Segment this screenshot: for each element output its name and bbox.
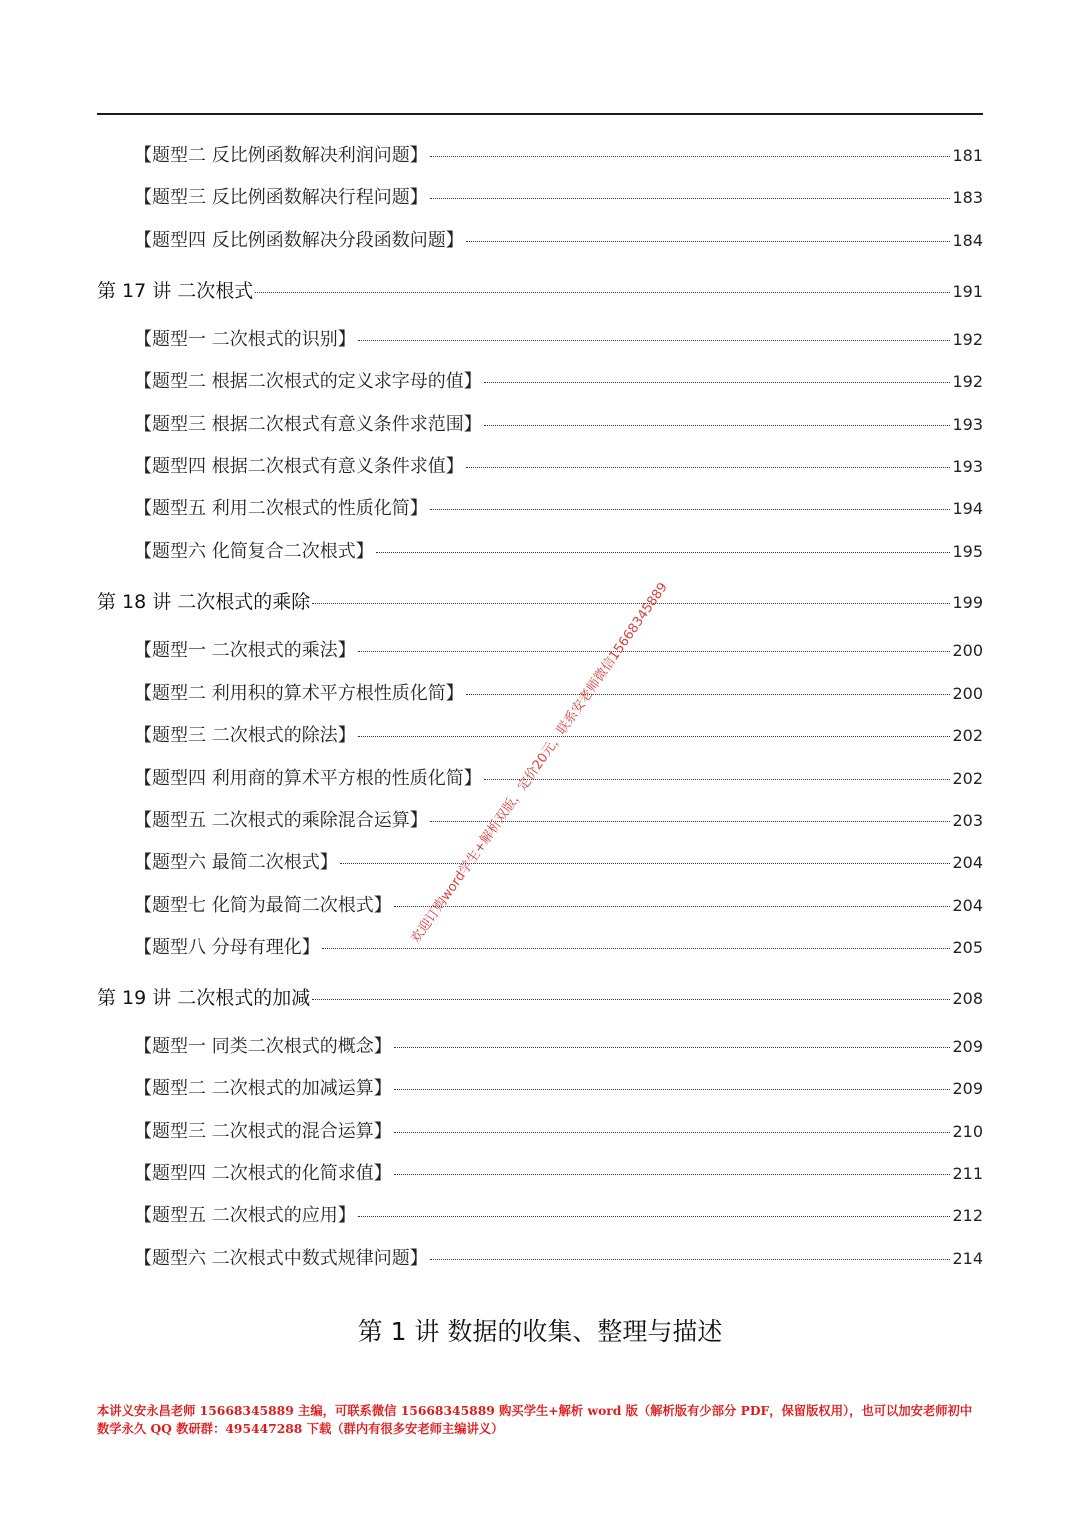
toc-entry [134, 764, 983, 790]
dot-leader [312, 999, 950, 1000]
toc-entry [134, 410, 983, 436]
dot-leader [394, 1047, 951, 1048]
watermark: 欢迎订购word学生+解析双版，定价20元，联系安老师微信15668345889 [408, 580, 671, 947]
dot-leader [358, 736, 951, 737]
toc-page-number: 202 [952, 726, 983, 745]
dot-leader [322, 948, 951, 949]
toc-entry [134, 848, 983, 874]
toc-page-number: 199 [952, 593, 983, 612]
dot-leader [430, 198, 951, 199]
section-heading: 第 1 讲 数据的收集、整理与描述 [357, 1317, 723, 1346]
toc-page-number: 194 [952, 499, 983, 518]
toc-page-number: 200 [952, 641, 983, 660]
toc-entry [134, 636, 983, 662]
toc-entry-title: 第 18 讲 二次根式的乘除 [97, 591, 311, 613]
toc-page-number: 208 [952, 989, 983, 1008]
toc-entry-title: 【题型一 同类二次根式的概念】 [134, 1036, 392, 1057]
toc-page-number: 200 [952, 684, 983, 703]
toc-entry-title: 【题型八 分母有理化】 [134, 937, 320, 958]
toc-entry [134, 806, 983, 832]
toc-entry-title: 【题型四 二次根式的化简求值】 [134, 1163, 392, 1184]
dot-leader [484, 425, 951, 426]
dot-leader [394, 1089, 951, 1090]
toc-page-number: 204 [952, 896, 983, 915]
toc-entry-title: 【题型六 化简复合二次根式】 [134, 541, 374, 562]
dot-leader [358, 1216, 951, 1217]
toc-entry-title: 【题型四 根据二次根式有意义条件求值】 [134, 456, 464, 477]
toc-page-number: 195 [952, 542, 983, 561]
toc-entry [134, 1074, 983, 1100]
footer-note: 本讲义安永昌老师 15668345889 主编，可联系微信 15668345889 购买学生+解析 word 版（解析版有少部分 PDF，保留版权用），也可以加安老师初中数学永久 QQ 教研群：495447288 下载（群内有很多安老师主编讲义） [97, 1403, 973, 1436]
toc-lecture-entry [97, 983, 983, 1010]
toc-page-number: 209 [952, 1079, 983, 1098]
dot-leader [430, 1259, 951, 1260]
toc-entry [134, 325, 983, 351]
dot-leader [394, 906, 951, 907]
toc-entry [134, 1117, 983, 1143]
dot-leader [376, 552, 951, 553]
toc-entry [134, 367, 983, 393]
toc-entry-title: 【题型二 二次根式的加减运算】 [134, 1078, 392, 1099]
toc-entry [134, 226, 983, 252]
toc-page-number: 191 [952, 282, 983, 301]
toc-entry-title: 【题型三 反比例函数解决行程问题】 [134, 187, 428, 208]
dot-leader [358, 651, 951, 652]
toc-entry [134, 183, 983, 209]
toc-lecture-entry [97, 276, 983, 303]
dot-leader [466, 694, 951, 695]
toc-entry [134, 933, 983, 959]
toc-page-number: 209 [952, 1037, 983, 1056]
toc-entry-title: 【题型六 二次根式中数式规律问题】 [134, 1248, 428, 1269]
dot-leader [430, 156, 951, 157]
toc-entry [134, 1201, 983, 1227]
dot-leader [466, 241, 951, 242]
toc-entry-title: 【题型四 反比例函数解决分段函数问题】 [134, 230, 464, 251]
toc-page-number: 212 [952, 1206, 983, 1225]
toc-page-number: 203 [952, 811, 983, 830]
toc-lecture-entry [97, 587, 983, 614]
toc-entry-title: 【题型三 二次根式的除法】 [134, 725, 356, 746]
dot-leader [358, 340, 951, 341]
toc-page-number: 183 [952, 188, 983, 207]
toc-page-number: 193 [952, 457, 983, 476]
toc-entry-title: 【题型一 二次根式的识别】 [134, 329, 356, 350]
toc-page-number: 192 [952, 330, 983, 349]
dot-leader [484, 779, 951, 780]
toc-entry [134, 1244, 983, 1270]
toc-page-number: 184 [952, 231, 983, 250]
header-rule [97, 113, 983, 115]
toc-entry [134, 1159, 983, 1185]
toc-entry [134, 494, 983, 520]
toc-page-number: 193 [952, 415, 983, 434]
toc-entry [134, 1032, 983, 1058]
toc-entry-title: 【题型二 利用积的算术平方根性质化简】 [134, 683, 464, 704]
toc-entry-title: 【题型四 利用商的算术平方根的性质化简】 [134, 768, 482, 789]
toc-entry-title: 第 19 讲 二次根式的加减 [97, 987, 311, 1009]
toc-entry [134, 452, 983, 478]
toc-entry-title: 【题型二 根据二次根式的定义求字母的值】 [134, 371, 482, 392]
toc-entry-title: 【题型五 二次根式的乘除混合运算】 [134, 810, 428, 831]
toc-entry [134, 891, 983, 917]
toc-entry-title: 第 17 讲 二次根式 [97, 280, 254, 302]
toc-entry-title: 【题型二 反比例函数解决利润问题】 [134, 145, 428, 166]
dot-leader [312, 603, 950, 604]
toc-entry-title: 【题型七 化简为最简二次根式】 [134, 895, 392, 916]
dot-leader [484, 382, 951, 383]
toc-entry-title: 【题型一 二次根式的乘法】 [134, 640, 356, 661]
toc-entry [134, 537, 983, 563]
toc-page-number: 192 [952, 372, 983, 391]
toc-page-number: 210 [952, 1122, 983, 1141]
toc-page-number: 211 [952, 1164, 983, 1183]
dot-leader [255, 292, 950, 293]
dot-leader [430, 509, 951, 510]
dot-leader [340, 863, 951, 864]
toc-entry-title: 【题型五 利用二次根式的性质化简】 [134, 498, 428, 519]
toc-entry [134, 141, 983, 167]
dot-leader [394, 1174, 951, 1175]
toc-entry-title: 【题型六 最简二次根式】 [134, 852, 338, 873]
toc-entry-title: 【题型三 根据二次根式有意义条件求范围】 [134, 414, 482, 435]
toc-entry-title: 【题型三 二次根式的混合运算】 [134, 1121, 392, 1142]
dot-leader [466, 467, 951, 468]
toc-page-number: 181 [952, 146, 983, 165]
toc-entry-title: 【题型五 二次根式的应用】 [134, 1205, 356, 1226]
toc-page-number: 214 [952, 1249, 983, 1268]
toc-page-number: 202 [952, 769, 983, 788]
toc-page-number: 205 [952, 938, 983, 957]
toc-page-number: 204 [952, 853, 983, 872]
toc-entry [134, 679, 983, 705]
dot-leader [394, 1132, 951, 1133]
